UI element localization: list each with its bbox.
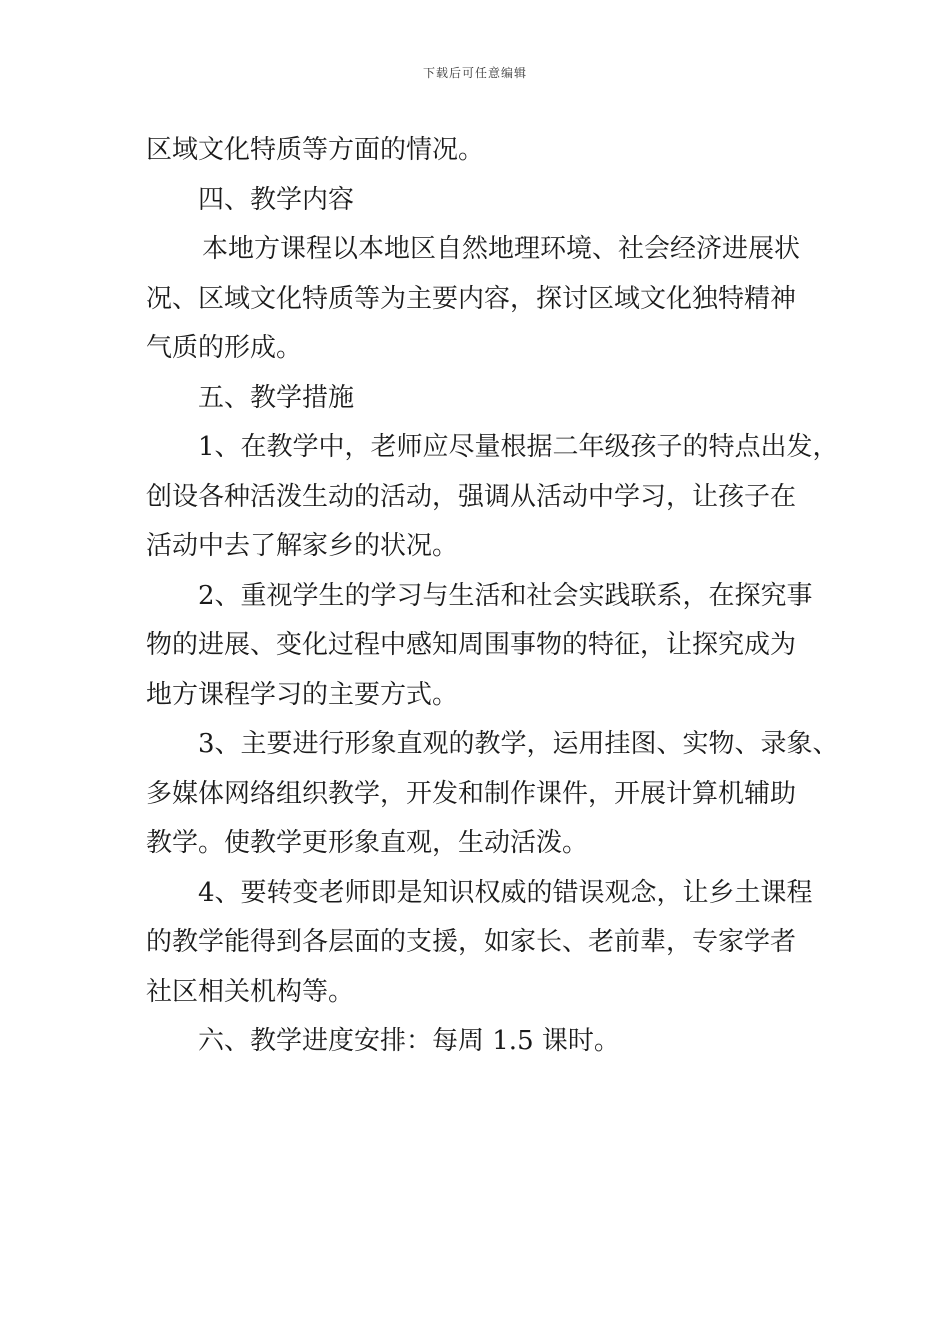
paragraph-line: 教学。使教学更形象直观，生动活泼。 xyxy=(146,828,589,858)
paragraph-line: 本地方课程以本地区自然地理环境、社会经济进展状 xyxy=(202,234,801,264)
paragraph-line: 1、在教学中，老师应尽量根据二年级孩子的特点出发， xyxy=(198,432,839,462)
paragraph-line: 区域文化特质等方面的情况。 xyxy=(146,135,485,165)
document-body xyxy=(146,126,839,1067)
paragraph-line: 气质的形成。 xyxy=(146,333,303,363)
page-header-note: 下载后可任意编辑 xyxy=(422,66,527,80)
paragraph-line: 物的进展、变化过程中感知周围事物的特征，让探究成为 xyxy=(146,630,797,660)
section-heading-schedule: 六、教学进度安排：每周 1.5 课时。 xyxy=(198,1026,620,1056)
paragraph-line: 3、主要进行形象直观的教学，运用挂图、实物、录象、 xyxy=(198,729,839,759)
paragraph-line: 地方课程学习的主要方式。 xyxy=(146,679,459,710)
section-heading-teaching-measures: 五、教学措施 xyxy=(198,382,355,413)
paragraph-line: 多媒体网络组织教学，开发和制作课件，开展计算机辅助 xyxy=(146,778,797,809)
section-heading-teaching-content: 四、教学内容 xyxy=(198,184,355,215)
paragraph-line: 的教学能得到各层面的支援，如家长、老前辈，专家学者 xyxy=(146,927,797,957)
paragraph-line: 创设各种活泼生动的活动，强调从活动中学习，让孩子在 xyxy=(146,481,797,512)
paragraph-line: 况、区域文化特质等为主要内容，探讨区域文化独特精神 xyxy=(146,283,797,314)
paragraph-line: 社区相关机构等。 xyxy=(146,976,355,1007)
paragraph-line: 活动中去了解家乡的状况。 xyxy=(146,531,459,561)
paragraph-line: 4、要转变老师即是知识权威的错误观念，让乡土课程 xyxy=(198,877,813,908)
paragraph-line: 2、重视学生的学习与生活和社会实践联系，在探究事 xyxy=(198,580,813,611)
